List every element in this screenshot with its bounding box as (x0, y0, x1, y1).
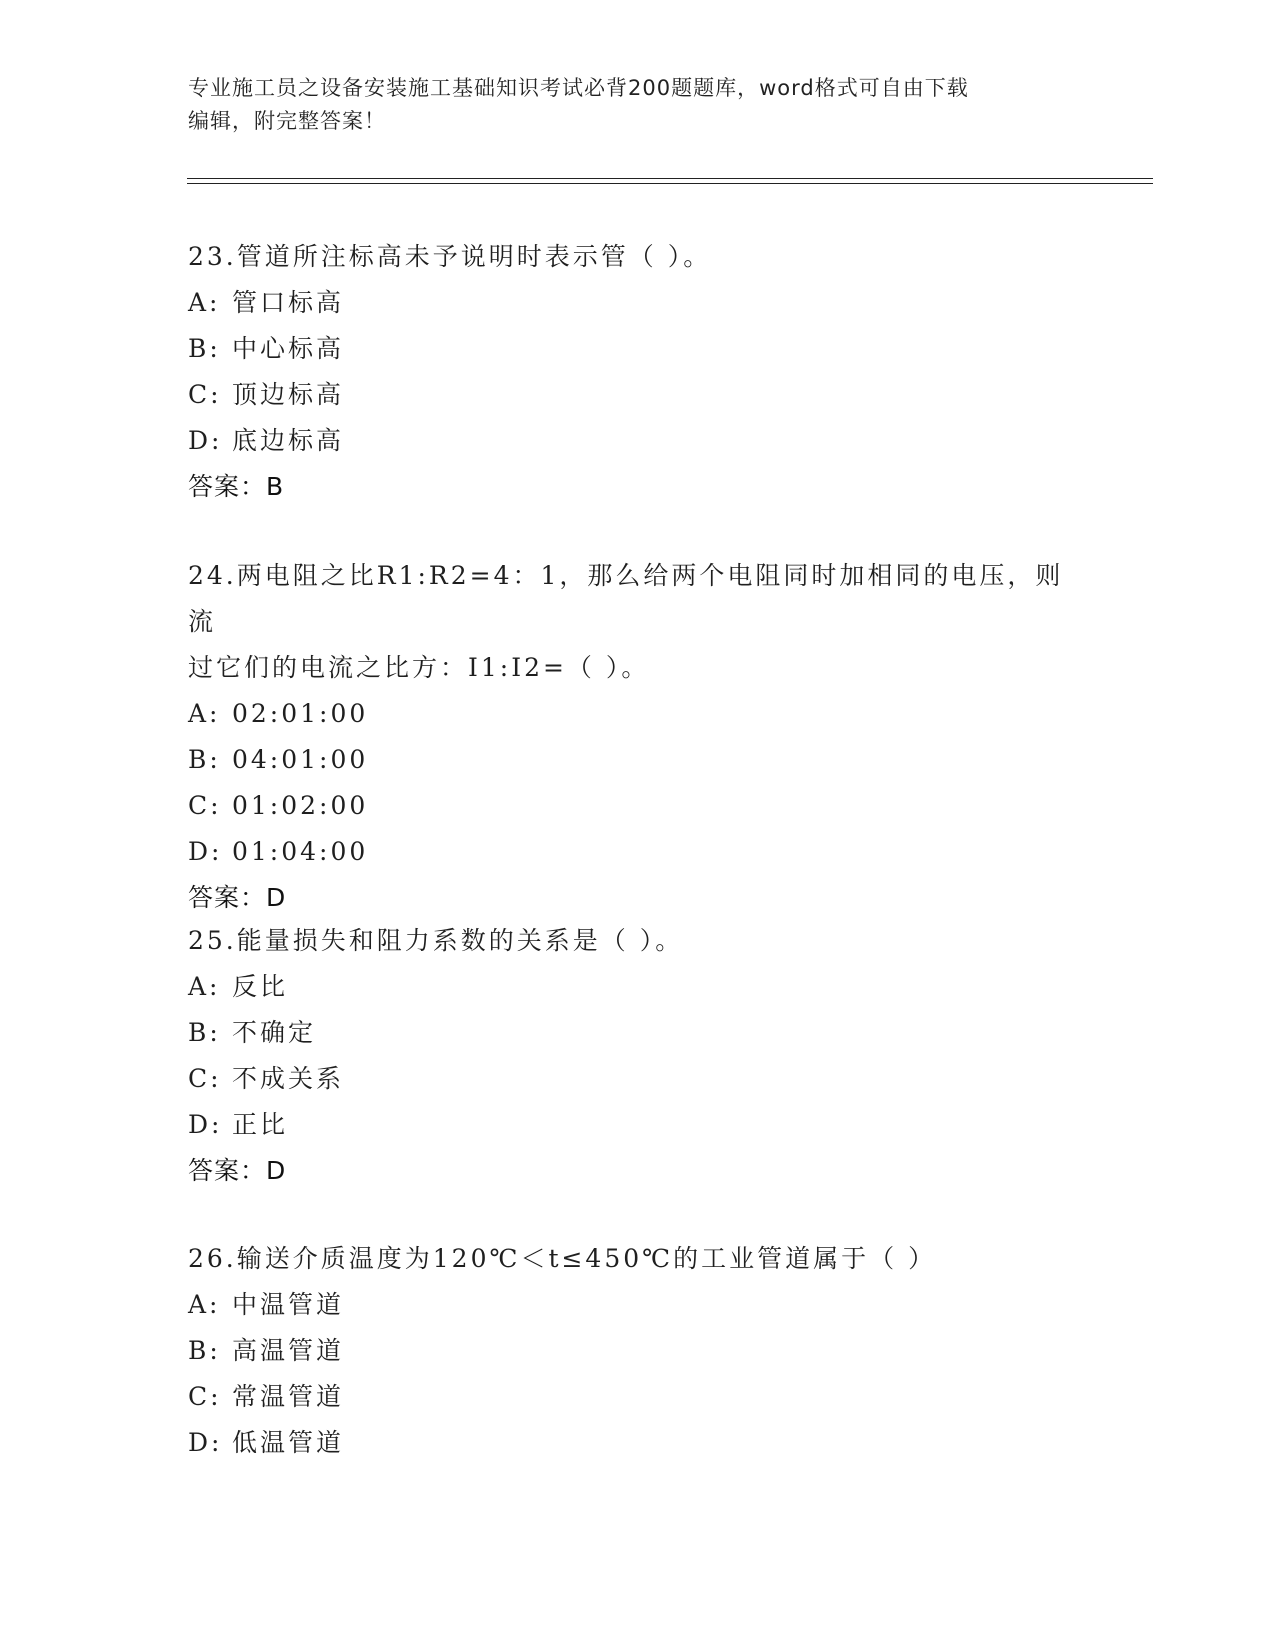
option-d (188, 829, 1088, 875)
option-b (188, 1328, 1088, 1374)
option-d (188, 1102, 1088, 1148)
question-25 (188, 918, 1088, 1194)
question-24 (188, 553, 1088, 921)
option-letter: C: (188, 380, 222, 409)
option-a (188, 691, 1088, 737)
option-letter: A: (188, 972, 221, 1001)
question-26 (188, 1236, 1088, 1466)
option-letter: B: (188, 745, 221, 774)
option-letter: A: (188, 1290, 221, 1319)
header-title-line-1: 专业施工员之设备安装施工基础知识考试必背200题题库，word格式可自由下载 (188, 76, 969, 100)
option-text: 01:02:00 (232, 791, 369, 820)
option-c (188, 783, 1088, 829)
header-divider-top (187, 178, 1153, 179)
option-b (188, 326, 1088, 372)
option-text: 底边标高 (232, 426, 345, 455)
option-d (188, 1420, 1088, 1466)
answer-label: 答案：D (188, 1156, 287, 1185)
option-text: 01:04:00 (232, 837, 369, 866)
option-letter: D: (188, 1428, 223, 1457)
option-letter: B: (188, 1018, 221, 1047)
answer-label: 答案：D (188, 883, 287, 912)
option-d (188, 418, 1088, 464)
option-text: 02:01:00 (232, 699, 369, 728)
option-c (188, 1056, 1088, 1102)
option-letter: C: (188, 791, 222, 820)
question-23 (188, 234, 1088, 510)
option-letter: B: (188, 1336, 221, 1365)
option-a (188, 964, 1088, 1010)
option-text: 中温管道 (232, 1290, 345, 1319)
option-text: 管口标高 (232, 288, 345, 317)
question-stem: 23.管道所注标高未予说明时表示管（ ）。 (188, 242, 712, 271)
option-text: 正比 (232, 1110, 289, 1139)
option-b (188, 737, 1088, 783)
header-divider-bottom (187, 183, 1153, 184)
option-a (188, 280, 1088, 326)
option-letter: A: (188, 288, 221, 317)
option-text: 不成关系 (232, 1064, 345, 1093)
option-letter: C: (188, 1382, 222, 1411)
option-letter: D: (188, 1110, 223, 1139)
option-text: 常温管道 (232, 1382, 345, 1411)
option-c (188, 1374, 1088, 1420)
option-c (188, 372, 1088, 418)
option-text: 中心标高 (232, 334, 345, 363)
option-text: 04:01:00 (232, 745, 369, 774)
answer-label: 答案：B (188, 472, 285, 501)
option-text: 顶边标高 (232, 380, 345, 409)
option-letter: B: (188, 334, 221, 363)
question-stem: 25.能量损失和阻力系数的关系是（ ）。 (188, 926, 684, 955)
header-title-line-2: 编辑，附完整答案！ (188, 109, 386, 133)
option-text: 不确定 (232, 1018, 317, 1047)
question-stem: 26.输送介质温度为120℃＜t≤450℃的工业管道属于（ ） (188, 1244, 937, 1273)
option-a (188, 1282, 1088, 1328)
option-letter: D: (188, 426, 223, 455)
option-text: 反比 (232, 972, 289, 1001)
question-stem-line-1: 24.两电阻之比R1:R2=4：1，那么给两个电阻同时加相同的电压，则流 (188, 561, 1064, 636)
option-b (188, 1010, 1088, 1056)
document-header (188, 72, 1088, 138)
option-text: 高温管道 (232, 1336, 345, 1365)
option-text: 低温管道 (232, 1428, 345, 1457)
option-letter: A: (188, 699, 221, 728)
question-stem-line-2: 过它们的电流之比方：I1:I2=（ ）。 (188, 653, 650, 682)
option-letter: D: (188, 837, 223, 866)
option-letter: C: (188, 1064, 222, 1093)
